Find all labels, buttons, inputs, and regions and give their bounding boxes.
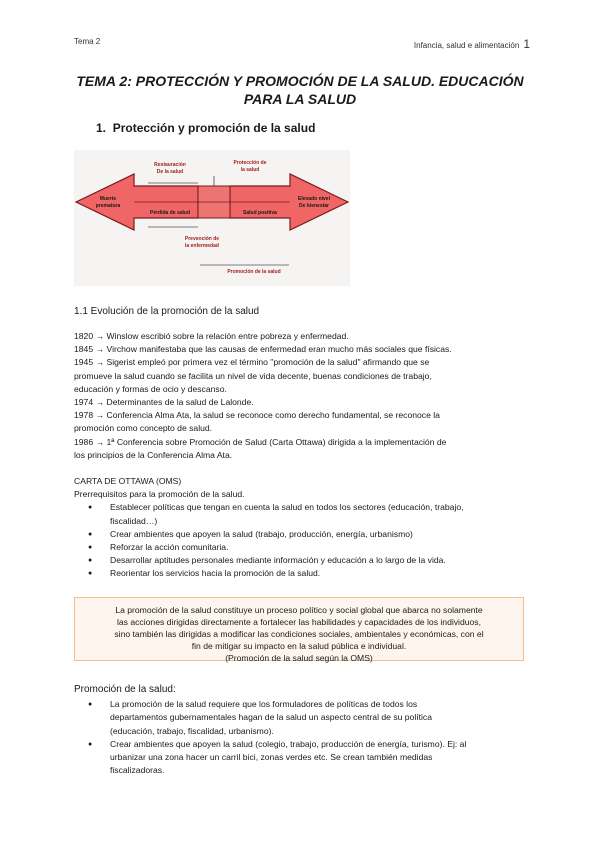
quote-line: fin de mitigar su impacto en la salud pública e individual.	[191, 641, 407, 651]
header-right	[414, 37, 530, 51]
page-title	[60, 72, 540, 108]
evolution-section	[74, 305, 526, 318]
promocion-list	[74, 698, 526, 777]
timeline-line: 1978 → Conferencia Alma Ata, la salud se reconoce como derecho fundamental, se reconoce la	[74, 410, 440, 421]
timeline-line: 1974 → Determinantes de la salud de Lalonde.	[74, 397, 254, 408]
label-proteccion-2: la salud	[240, 167, 260, 173]
ottawa-list	[74, 501, 526, 580]
quote-line: sino también las dirigidas a modificar las condiciones sociales, ambientales y económicas, con el	[114, 629, 484, 639]
label-prevencion-1: Prevención de	[184, 236, 220, 242]
label-prevencion-2: la enfermedad	[185, 243, 219, 249]
label-elevado-1: Elevado nivel	[298, 196, 330, 202]
timeline-line: los principios de la Conferencia Alma Ata.	[74, 449, 233, 460]
ottawa-heading: CARTA DE OTTAWA (OMS)	[74, 476, 182, 486]
timeline-line: 1945 → Sigerist empleó por primera vez el término "promoción de la salud" afirmando que se	[74, 357, 430, 368]
evolution-timeline	[74, 330, 526, 462]
label-proteccion-1: Protección de	[233, 160, 267, 166]
label-restauracion-1: Restauración	[154, 162, 186, 168]
header-left: Tema 2	[74, 37, 101, 46]
quote-source: (Promoción de la salud según la OMS)	[225, 653, 373, 663]
title-line-2: PARA LA SALUD	[243, 91, 357, 107]
health-diagram	[74, 150, 350, 286]
section-title: Protección y promoción de la salud	[112, 121, 316, 135]
label-muerte-1: Muerte	[99, 196, 117, 202]
promocion-section	[74, 683, 526, 777]
label-muerte-2: prematura	[95, 203, 121, 209]
promocion-heading: Promoción de la salud:	[74, 684, 176, 695]
quote-line: las acciones dirigidas directamente a fortalecer las habilidades y capacidades de los individuos,	[116, 617, 481, 627]
timeline-line: promoción como concepto de salud.	[74, 423, 213, 434]
label-restauracion-2: De la salud	[156, 169, 184, 175]
timeline-line: promueve la salud cuando se facilita un nivel de vida decente, buenas condiciones de trabajo,	[74, 370, 432, 381]
title-line-1: TEMA 2: PROTECCIÓN Y PROMOCIÓN DE LA SALUD. EDUCACIÓN	[76, 73, 524, 89]
list-item: ● Establecer políticas que tengan en cuenta la salud en todos los sectores (educación, trabajo, fiscalidad…)	[74, 501, 526, 527]
header-subject: Infancia, salud e alimentación	[413, 41, 520, 50]
list-item: ● Reorientar los servicios hacia la promoción de la salud.	[74, 567, 526, 580]
section-number: 1.	[96, 121, 107, 135]
ottawa-subheading: Prerrequisitos para la promoción de la salud.	[74, 489, 245, 500]
timeline-line: 1986 → 1ª Conferencia sobre Promoción de Salud (Carta Ottawa) dirigida a la implementación de	[74, 436, 447, 447]
label-perdida: Pérdida de salud	[149, 210, 191, 216]
ottawa-section	[74, 475, 526, 581]
list-item: ● Crear ambientes que apoyen la salud (colegio, trabajo, producción de energía, turismo). Ej: al urbanizar una zona hacer un carril bici, zonas verdes etc. Se crean también medidas fiscalizadoras.	[74, 738, 526, 778]
quote-line: La promoción de la salud constituye un proceso político y social global que abarca no solamente	[115, 605, 483, 615]
list-item: ● Reforzar la acción comunitaria.	[74, 541, 526, 554]
page-number: 1	[523, 37, 530, 51]
section-heading	[96, 121, 315, 135]
label-elevado-2: De bienestar	[298, 203, 330, 209]
timeline-line: 1820 → Winslow escribió sobre la relación entre pobreza y enfermedad.	[74, 331, 349, 341]
list-item: ● Crear ambientes que apoyen la salud (trabajo, producción, energía, urbanismo)	[74, 528, 526, 541]
list-item: ● Desarrollar aptitudes personales mediante información y educación a lo largo de la vida.	[74, 554, 526, 567]
quote-box	[74, 597, 524, 661]
list-item: ● La promoción de la salud requiere que los formuladores de políticas de todos los departamentos gubernamentales hagan de la salud un aspecto central de su política (educación, trabajo, fiscalidad, urbanismo).	[74, 698, 526, 738]
timeline-line: educación y formas de ocio y descanso.	[74, 383, 227, 394]
timeline-line: 1845 → Virchow manifestaba que las causas de enfermedad eran mucho más sociales que físicas.	[74, 344, 452, 355]
label-positiva: Salud positiva	[243, 210, 277, 216]
label-promocion: Promoción de la salud	[227, 269, 281, 275]
evolution-heading: 1.1 Evolución de la promoción de la salud	[74, 306, 260, 317]
